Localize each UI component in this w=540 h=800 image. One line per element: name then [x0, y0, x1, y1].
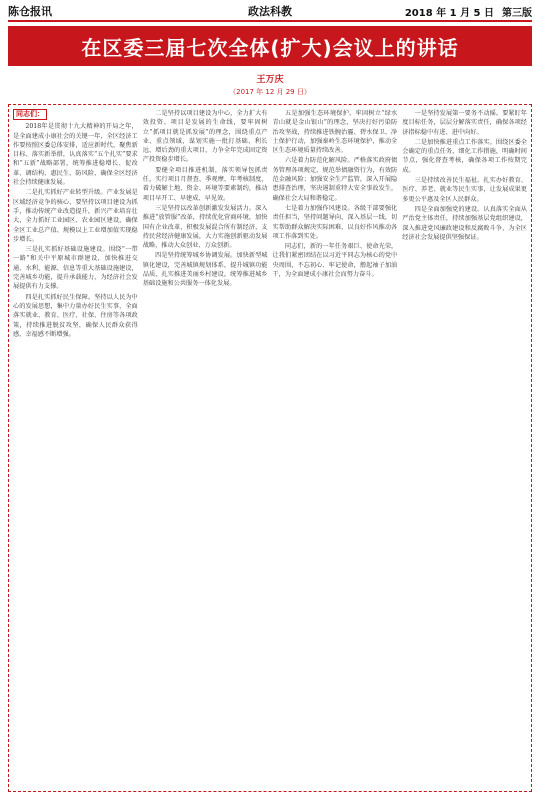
paragraph: 七是着力加强作风建设。各级干部要强化责任担当，坚持问题导向，深入基层一线，切实帮助群众解决实际困难，以良好作风推动各项工作落到实处。: [272, 204, 398, 240]
text-column-2: [143, 109, 268, 787]
article-title: 在区委三届七次全体(扩大)会议上的讲话: [81, 35, 459, 60]
paragraph: 五是加强生态环境保护。牢固树立“绿水青山就是金山银山”的理念，坚决打好污染防治攻坚战，持续推进铁腕治霾、碧水保卫、净土保护行动，加强秦岭生态环境保护，推动全区生态环境质量持续改善。: [272, 110, 398, 155]
paragraph: 同志们，新的一年任务艰巨、使命光荣，让我们紧密团结在以习近平同志为核心的党中央周围，不忘初心、牢记使命，撸起袖子加油干，为全面建成小康社会而努力奋斗。: [272, 243, 398, 279]
byline: [0, 72, 540, 97]
paragraph: 三是持续改善民生福祉。扎实办好教育、医疗、养老、就业等民生实事，让发展成果更多更公平惠及全区人民群众。: [402, 177, 527, 203]
text-column-1: [13, 109, 138, 787]
paragraph: 一是坚持发展第一要务不动摇。要紧盯年度目标任务，层层分解落实责任，确保各项经济指标稳中有进、进中向好。: [402, 110, 527, 136]
paragraph: 二是加快推进重点工作落实。围绕区委全会确定的重点任务，细化工作措施，明确时间节点，强化督查考核，确保各项工作按期完成。: [402, 138, 527, 174]
paragraph: 四是扎实抓好民生保障。坚持以人民为中心的发展思想，集中力量办好民生实事，全面落实就业、教育、医疗、社保、住房等各项政策，持续推进脱贫攻坚，确保人民群众获得感、幸福感不断增强。: [13, 293, 138, 338]
article-date: （2017 年 12 月 29 日）: [229, 88, 311, 96]
issue-date: 2018 年 1 月 5 日: [404, 7, 494, 19]
issue-info: [405, 4, 532, 19]
paragraph: 四是全面加强党的建设。认真落实全面从严治党主体责任，持续加强基层党组织建设，深入推进党风廉政建设和反腐败斗争，为全区经济社会发展提供坚强保证。: [402, 205, 527, 241]
page-number: 第三版: [502, 7, 532, 19]
article-body: [8, 104, 532, 792]
headline-band: [8, 26, 532, 66]
paragraph: 三是坚持以改革创新激发发展活力。深入推进“放管服”改革，持续优化营商环境，加快国有企业改革，积极发展混合所有制经济，支持民营经济健康发展，大力实施创新驱动发展战略，推动大众创业、万众创新。: [142, 204, 268, 250]
paper-name: 陈仓报讯: [8, 5, 52, 18]
masthead-bar: [8, 2, 532, 22]
text-column-3: [273, 109, 398, 787]
salutation-tag: 同志们：: [13, 109, 47, 120]
article-author: 王万庆: [256, 75, 284, 85]
paragraph: 二是坚持以项目建设为中心，全力扩大有效投资。项目是发展的生命线，要牢固树立“抓项目就是抓发展”的理念，围绕重点产业、重点领域，谋划实施一批打基础、利长远、增后劲的重大项目，力争全年完成固定资产投资稳步增长。: [142, 110, 268, 164]
section-name: 政法科教: [248, 5, 292, 18]
paragraph: 要健全项目推进机制，落实领导包抓责任，实行项目月督查、季观摩、年考核制度，着力破解土地、资金、环境等要素制约，推动项目早开工、早建成、早见效。: [142, 166, 268, 202]
paragraph: 2018年是贯彻十九大精神的开局之年，是全面建成小康社会的关键一年，全区经济工作要按照区委总体安排，适应新时代、聚焦新目标、落实新举措，认真落实“五个扎实”要求和“五新”战略部署，统筹推进稳增长、促改革、调结构、惠民生、防风险，确保全区经济社会持续健康发展。: [13, 123, 138, 187]
paragraph: 三是扎实抓好基础设施建设。围绕“一带一路”和关中平原城市群建设，加快推进交通、水利、能源、信息等重大基础设施建设，完善城乡功能，提升承载能力，为经济社会发展提供有力支撑。: [13, 246, 138, 291]
text-column-4: [402, 109, 527, 787]
paragraph: 二是扎实抓好产业转型升级。产业发展是区域经济竞争的核心，要坚持以项目建设为抓手，推动传统产业改造提升，新兴产业培育壮大，全力抓好工业园区、农业园区建设，确保全区工业总产值、规模以上工业增加值实现稳步增长。: [13, 189, 138, 243]
paragraph: 四是坚持统筹城乡协调发展。加快新型城镇化建设，完善城镇规划体系，提升城镇功能品质，扎实推进美丽乡村建设，统筹推进城乡基础设施和公共服务一体化发展。: [142, 252, 268, 288]
paragraph: 六是着力防范化解风险。严格落实政府债务管理各项规定，规范举债融资行为，有效防范金融风险；加强安全生产监管，深入开展隐患排查治理，坚决遏制重特大安全事故发生，确保社会大局和谐稳定。: [272, 157, 398, 202]
